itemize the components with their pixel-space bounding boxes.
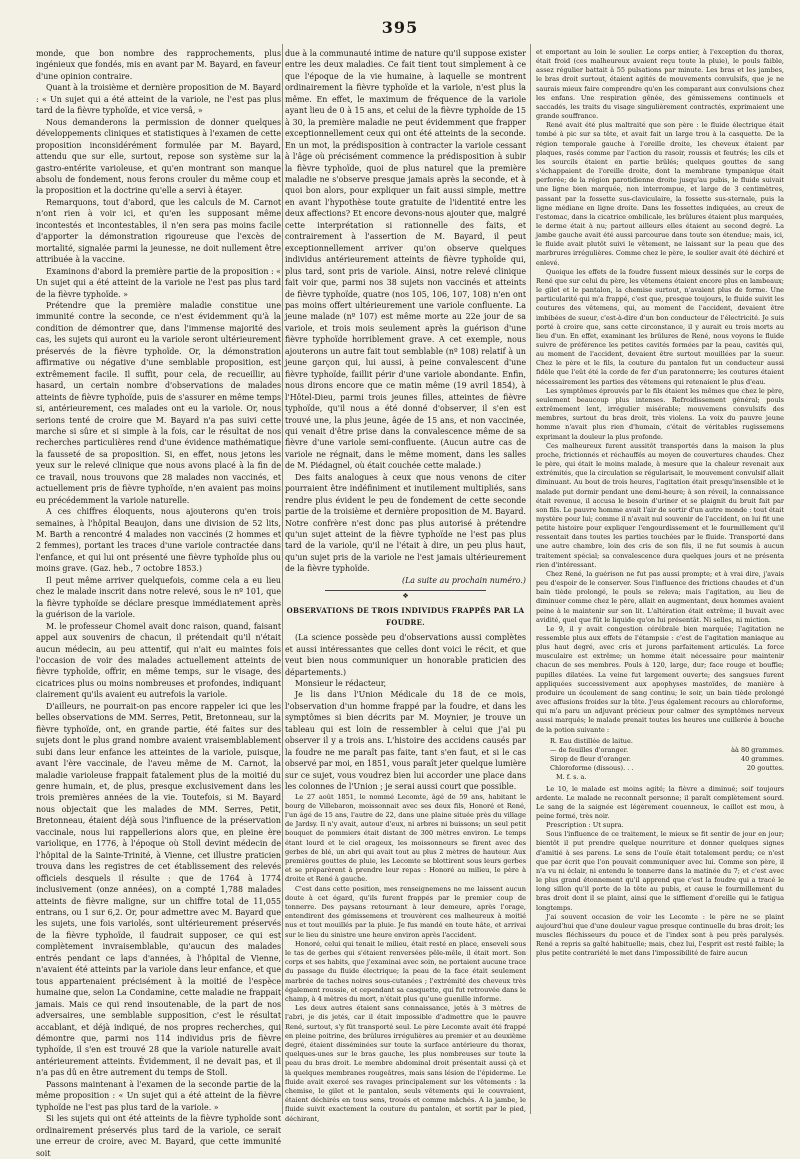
paragraph: Quoique les effets de la foudre fussent mieux dessinés sur le corps de René que sur celui du père, les vêtemens étaient encore plus en lambeaux; le gilet et le pantalon, la chemise surtout, n'avaient plus de forme. Une particularité qui m'a frappé, c'est que, presque toujours, le fluide suivit les coutures des vêtemens, qui, au moment de l'accident, devaient être imbibées de sueur, c'est-à-dire d'un bon conducteur de l'électricité. Je suis porté à croire que, sans cette circonstance, il y aurait eu trois morts au lieu d'un. En effet, examinant les brûlures de René, nous voyons le fluide suivre de préférence les petites cavités formées par la peau, cavités qui, au moment de l'accident, devaient être surtout mouillées par la sueur. Chez le père et le fils, la couture du pantalon fut un conducteur aussi fidèle que l'eût été la corde de fer d'un paratonnerre; les coutures étaient nécessairement les parties des vêtemens qui retenaient le plus d'eau.	[536, 267, 784, 386]
continuation-note: (La suite au prochain numéro.)	[401, 575, 526, 585]
paragraph: Remarquons, tout d'abord, que les calculs de M. Carnot n'ont rien à voir ici, et qu'en les supposant même incontestés et incontestables, il n'en sera pas moins facile d'apporter la démonstration rigoureuse que l'excès de mortalité, signalée parmi la jeunesse, ne doit nullement être attribuée à la vaccine.	[36, 197, 281, 265]
paragraph: Ces malheureux furent aussitôt transportés dans la maison la plus proche, frictionnés et réchauffés au moyen de couvertures chaudes. Chez le père, qui était le moins malade, à mesure que la chaleur revenait aux extrémités, que la circulation se régularisait, le mouvement convulsif allait diminuant. Au bout de trois heures, l'agitation était presqu'insensible et le malade put dormir pendant une demi-heure; à son réveil, la connaissance était revenue, il accusa le besoin d'uriner et se plaignit du bruit fait par son fils. Le pauvre homme avait l'air de sortir d'un autre monde : tout était mystère pour lui; comme il n'avait nul souvenir de l'accident, on lui fit une petite histoire pour expliquer l'engourdissement et le fourmillement qu'il ressentait dans toutes les parties touchées par le fluide. Transporté dans une autre chambre, loin des cris de son fils, il ne fut soumis à aucun traitement spécial; sa convalescence dura quelques jours et ne présenta rien d'intéressant.	[536, 441, 784, 569]
paragraph: Il peut même arriver quelquefois, comme cela a eu lieu chez le malade inscrit dans notre relevé, sous le nº 101, que la fièvre typhoïde se déclare presque immédiatement après la guérison de la variole.	[36, 575, 281, 620]
paragraph: due à la communauté intime de nature qu'il suppose exister entre les deux maladies. Ce fait tient tout simplement à ce que l'époque de la vie humaine, à laquelle se montrent ordinairement la fièvre typhoïde et la variole, n'est plus la même. En effet, le maximum de fréquence de la variole ayant lieu de 0 à 15 ans, et celui de la fièvre typhoïde de 15 à 30, la première maladie ne peut évidemment que frapper exceptionnellement ceux qui ont été atteints de la seconde. En un mot, la prédisposition à contracter la variole cessant à l'âge où précisément commence la prédisposition à subir la fièvre typhoïde, quoi de plus naturel que la première maladie ne s'observe presque jamais après la seconde, et à quoi bon alors, pour expliquer un fait aussi simple, mettre en avant l'hypothèse toute gratuite de l'identité entre les deux affections? Et encore devons-nous ajouter que, malgré cette interprétation si rationnelle des faits, et contrairement à l'assertion de M. Bayard, il peut exceptionnellement arriver qu'on observe quelques individus antérieurement atteints de fièvre typhoïde qui, plus tard, sont pris de variole. Ainsi, notre relevé clinique fait voir que, parmi nos 38 sujets non vaccinés et atteints de fièvre typhoïde, quatre (nos 105, 106, 107, 108) n'en ont pas moins offert ultérieurement une variole confluente. La jeune malade (nº 107) est même morte au 22e jour de sa variole, et trois mois seulement après la guérison d'une fièvre typhoïde horriblement grave. A cet exemple, nous ajouterons un autre fait tout semblable (nº 108) relatif à un jeune garçon qui, lui aussi, à peine convalescent d'une fièvre typhoïde, faillit périr d'une variole abondante. Enfin, nous dirons encore que ce matin même (19 avril 1854), à l'Hôtel-Dieu, parmi trois jeunes filles, atteintes de fièvre typhoïde, qu'il nous a été donné d'observer, il s'en est trouvé une, la plus jeune, âgée de 15 ans, et non vaccinée, qui venait d'être prise dans la convalescence même de sa fièvre d'une variole semi-confluente. (Aucun autre cas de variole ne régnait, dans le même moment, dans les salles de M. Piédagnel, où était couchée cette malade.)	[285, 49, 526, 471]
paragraph: Le 27 août 1851, le nommé Lecomte, âgé de 59 ans, habitant le bourg de Villebaron, moissonnait avec ses deux fils, Honoré et René, l'un âgé de 15 ans, l'autre de 22, dans une plaine située près du village de Jardsy. Il n'y avait, autour d'eux, ni arbres ni buissons; un seul petit bouquet de pommiers était distant de 300 mètres environ. Le temps étant lourd et le ciel orageux, les moissonneurs se firent avec des gerbes de blé, un abri qui avait tout au plus 2 mètres de hauteur. Aux premières gouttes de pluie, les Lecomte se blottirent sous leurs gerbes et se préparèrent à prendre leur repas : Honoré au milieu, le père à droite et René à gauche.	[285, 792, 526, 884]
paragraph: Passons maintenant à l'examen de la seconde partie de la même proposition : « Un sujet qui a été atteint de la fièvre typhoïde ne l'est pas plus tard de la variole. »	[36, 1079, 281, 1112]
paragraph: Les deux autres étaient sans connaissance, jetés à 3 mètres de l'abri, je dis jetés, car il était impossible d'admettre que le pauvre René, surtout, s'y fût transporté seul. Le père Lecomte avait été frappé en pleine poitrine, des brûlures irrégulières au premier et au deuxième degré, étaient disséminées sur toute la surface antérieure du thorax, quelques-unes sur le bras gauche, les plus nombreuses sur toute la peau du bras droit. Le membre abdominal droit présentait aussi çà et là quelques membranes rougeâtres, mais sans lésion de l'épiderme. Le fluide avait exercé ses ravages principalement sur les vêtements : la chemise, le gilet et le pantalon, seuls vêtements qui le couvraient, étaient déchirés en tous sens, troués et comme mâchés. A la jambe, le fluide suivit exactement la couture du pantalon, et sortit par le pied, déchirant,	[285, 1004, 526, 1123]
paragraph: Le 9, il y avait congestion cérébrale bien marquée; l'agitation ne ressemble plus aux effets de l'étampsie : c'est de l'agitation maniaque au plus haut degré, avec cris et jurons parfaitement articulés. La force musculaire est extrême; un homme était nécessaire pour maintenir chacun de ses membres. Pouls à 120, large, dur; face rouge et bouffie; pupilles dilatées. La veine fut largement ouverte; des sangsues furent appliquées successivement aux apophyses mastoïdes, de manière à produire un écoulement de sang continu; le soir, un bain tiède prolongé avec affusions froides sur la tête. J'eus également recours au chloroforme, qui m'a paru un adjuvant précieux pour calmer des symptômes nerveux aussi marqués; le malade prenait toutes les heures une cuillerée à bouche de la potion suivante :	[536, 624, 784, 734]
paragraph: Chez René, la guérison ne fut pas aussi prompte; et à vrai dire, j'avais peu d'espoir de le conserver. Sous l'influence des frictions chaudes et d'un bain tiède prolongé, le pouls se releva; mais l'agitation, au lieu de diminuer comme chez le père, allait en augmentant, deux hommes avaient peine à le maintenir sur son lit. L'altération était extrême; il buvait avec avidité, quel que fût le liquide qu'on lui présentât. Ni selles, ni miction.	[536, 569, 784, 624]
prescription-row: — de feuilles d'oranger. àà 80 grammes.	[550, 745, 784, 754]
paragraph: A ces chiffres éloquents, nous ajouterons qu'en trois semaines, à l'hôpital Beaujon, dans une division de 52 lits, M. Barth a rencontré 4 malades non vaccinés (2 hommes et 2 femmes), portant les traces d'une variole contractée dans l'enfance, et qui lui ont présenté une fièvre typhoïde plus ou moins grave. (Gaz. heb., 7 octobre 1853.)	[36, 507, 281, 574]
column-divider	[530, 44, 531, 1114]
paragraph: Je lis dans l'Union Médicale du 18 de ce mois, l'observation d'un homme frappé par la foudre, et dans les symptômes si bien décrits par M. Moynier, je trouve un tableau qui est loin de ressembler à celui que j'ai pu observer il y a trois ans. L'histoire des accidens causés par la foudre ne me paraît pas faite, tant s'en faut, et si le cas observé par moi, en 1851, vous paraît jeter quelque lumière sur ce sujet, vous voudrez bien lui accorder une place dans les colonnes de l'Union ; je serai aussi court que possible.	[285, 690, 526, 792]
paragraph: Nous demanderons la permission de donner quelques développements cliniques et statistiques à l'examen de cette proposition inconsidérément formulée par M. Bayard, attendu que sur elle, surtout, repose son système sur la gastro-entérite varioleuse, et qu'en montrant son manque absolu de fondement, nous ferons crouler du même coup et la proposition et la doctrine qu'elle a servi à étayer.	[36, 117, 281, 196]
paragraph: Si les sujets qui ont été atteints de la fièvre typhoïde sont ordinairement préservés plus tard de la variole, ce serait une erreur de croire, avec M. Bayard, que cette immunité soit	[36, 1114, 281, 1158]
column-middle	[285, 48, 526, 1123]
section-rule	[325, 590, 486, 591]
paragraph: René avait été plus maltraité que son père : le fluide électrique était tombé à pic sur sa tête, et avait fait un large trou à la casquette. De la région temporale gauche à l'oreille droite, les cheveux étaient par plaques, rasés comme par l'action du rasoir, roussis et feutrés; les cils et les sourcils étaient en partie brûlés; quelques gouttes de sang s'échappaient de l'oreille droite, dont la membrane tympanique était perforée; de la région parotidienne droite jusqu'au pubis, le fluide suivait une ligne bien marquée, non interrompue, et large de 3 centimètres, passant par la fossette sus-claviculaire, la fossette sus-sternale, puis la ligne médiane en ligne droite. Dans les fossettes indiquées, au creux de l'estomac, dans la cicatrice ombilicale, les brûlures étaient plus marquées, le derme était à nu; partout ailleurs elles étaient au second degré. La jambe gauche avait été aussi parcourue dans toute son étendue; mais, ici, le fluide avait plutôt suivi le vêtement, ne laissant sur la peau que des marbrures irrégulières. Comme chez le père, le soulier avait été déchiré et enlevé.	[536, 121, 784, 267]
page-number: 395	[381, 18, 419, 37]
prescription	[550, 737, 784, 783]
paragraph: Quant à la troisième et dernière proposition de M. Bayard : « Un sujet qui a été atteint de la variole, ne l'est pas plus tard de la fièvre typhoïde, et vice versâ, »	[36, 83, 281, 116]
paragraph: (La science possède peu d'observations aussi complètes et aussi intéressantes que celles dont voici le récit, et que veut bien nous communiquer un honorable praticien des départements.)	[285, 633, 526, 677]
article-heading: OBSERVATIONS DE TROIS INDIVIDUS FRAPPÉS PAR LA FOUDRE.	[286, 606, 525, 627]
paragraph: Les symptômes éprouvés par le fils étaient les mêmes que chez le père, seulement beaucoup plus intenses. Refroidissement général; pouls extrêmement lent, irrégulier misérable; mouvemens convulsifs des membres, surtout du bras droit, très violens. La voix du pauvre jeune homme n'avait plus rien d'humain, c'était de véritables rugissemens exprimant la douleur la plus profonde.	[536, 386, 784, 441]
paragraph: Sous l'influence de ce traitement, le mieux se fit sentir de jour en jour; bientôt il put prendre quelque nourriture et donner quelques signes d'amitié à ses parens. Le sens de l'ouïe était totalement perdu; ce n'est que par écrit que l'on pouvait communiquer avec lui. Comme son père, il n'a vu ni éclair, ni entendu le tonnerre dans la matinée du 7; et c'est avec le plus grand étonnement qu'il apprend que c'est la foudre qui a tracé le long sillon qu'il porte de la tête au pubis, et cause le fourmillement du bras droit dont il se plaint, ainsi que le sifflement d'oreille qui le fatigua longtemps.	[536, 830, 784, 912]
paragraph: M. le professeur Chomel avait donc raison, quand, faisant appel aux souvenirs de chacun, il prétendait qu'il n'était aucun médecin, au peu attentif, qui n'ait eu maintes fois l'occasion de voir des malades actuellement atteints de fièvre typhoïde, offrir, en même temps, sur le visage, des cicatrices plus ou moins nombreuses et profondes, indiquant clairement qu'ils avaient eu autrefois la variole.	[36, 621, 281, 700]
prescription-row: Chloroforme (dissous). . . 20 gouttes.	[550, 764, 784, 773]
paragraph: Examinons d'abord la première partie de la proposition : « Un sujet qui a été atteint de la variole ne l'est pas plus tard de la fièvre typhoïde. »	[36, 266, 281, 299]
paragraph: Prétendre que la première maladie constitue une immunité contre la seconde, ce n'est évidemment qu'à la condition de démontrer que, dans l'immense majorité des cas, les sujets qui auront eu la variole seront ultérieurement préservés de la fièvre typhoïde. Or, la démonstration affirmative ou négative d'une semblable proposition, est extrêmement facile. Il suffit, pour cela, de recueillir, au hasard, un certain nombre d'observations de malades atteints de fièvre typhoïde, puis de s'assurer en même temps si, antérieurement, ces malades ont eu la variole. Or, nous serions tenté de croire que M. Bayard n'a pas suivi cette marche si sûre et si simple à la fois, car le résultat de nos recherches particulières rend d'une évidence mathématique la fausseté de sa proposition. Si, en effet, nous jetons les yeux sur le relevé clinique que nous avons placé à la fin de ce travail, nous trouvons que 28 malades non vaccinés, et actuellement pris de fièvre typhoïde, n'en avaient pas moins eu précédemment la variole naturelle.	[36, 300, 281, 505]
paragraph: monde, que bon nombre des rapprochements, plus ingénieux que fondés, mis en avant par M. Bayard, en faveur d'une opinion contraire.	[36, 49, 281, 81]
column-divider	[282, 44, 283, 1114]
paragraph: Des faits analogues à ceux que nous venons de citer pourraient être indéfiniment et inutilement multipliés, sans rendre plus évident le peu de fondement de cette seconde partie de la troisième et dernière proposition de M. Bayard. Notre confrère n'est donc pas plus autorisé à prétendre qu'un sujet atteint de la fièvre typhoïde ne l'est pas plus tard de la variole, qu'il ne l'était à dire, un peu plus haut, qu'un sujet pris de la variole ne l'est jamais ultérieurement de la fièvre typhoïde.	[285, 472, 526, 574]
paragraph: J'ai souvent occasion de voir les Lecomte : le père ne se plaint aujourd'hui que d'une douleur vague presque continuelle du bras droit; les muscles fléchisseurs du pouce et de l'index sont à peu près paralysés. René a repris sa gaîté habituelle; mais, chez lui, l'esprit est resté faible; la plus petite contrariété le met dans l'impossibilité de faire aucun	[536, 912, 784, 958]
paragraph: et emportant au loin le soulier. Le corps entier, à l'exception du thorax, était froid (ces malheureux avaient reçu toute la pluie), le pouls faible, assez régulier battait à 55 pulsations par minute. Les bras et les jambes, le bras droit surtout, étaient agités de mouvements convulsifs, que je ne saurais mieux faire comprendre qu'en les comparant aux convulsions chez les enfans. Une respiration gênée, des gémissemens continuels et saccadés, les traits du visage singulièrement contractés, exprimaient une grande souffrance.	[536, 48, 784, 121]
prescription-row: R. Eau distillée de laitue.	[550, 736, 633, 745]
ornament-icon: ❖	[402, 592, 409, 601]
prescription-row: Sirop de fleur d'oranger. 40 grammes.	[550, 755, 784, 764]
paragraph: C'est dans cette position, mes renseignemens ne me laissent aucun doute à cet égard, qu'ils furent frappés par le premier coup de tonnerre. Des paysans retournant à leur demeure, après l'orage, entendirent des gémissemens et trouvèrent ces malheureux à moitié nus et tout mouillés par la pluie. Je fus mandé en toute hâte, et arrivai sur le lieu du sinistre une heure environ après l'accident.	[285, 884, 526, 939]
salutation: Monsieur le rédacteur,	[295, 679, 387, 689]
paragraph: D'ailleurs, ne pourrait-on pas encore rappeler ici que les belles observations de MM. Serres, Petit, Bretonneau, sur la fièvre typhoïde, ont, en grande partie, été faites sur des sujets dont le plus grand nombre avaient vraisemblablement subi dans leur enfance les atteintes de la variole, puisque, avant l'ère vaccinale, de l'aveu même de M. Carnot, la maladie varioleuse frappait fatalement plus de la moitié du genre humain, et, de plus, presque exclusivement dans les trois premières années de la vie. Toutefois, si M. Bayard nous objectait que les malades de MM. Serres, Petit, Bretonneau, étaient déjà sous l'influence de la préservation vaccinale, nous lui rappellerions alors que, en pleine ère variolique, en 1776, à l'époque où Stoll devint médecin de l'hôpital de la Sainte-Trinité, à Vienne, cet illustre praticien trouva dans les registres de cet établissement des relevés officiels desquels il résulte : que de 1764 à 1774 inclusivement (onze années), on a compté 1,788 malades atteints de fièvre maligne, sur un chiffre total de 11,055 entrans, ou 1 sur 6,2. Or, pour admettre avec M. Bayard que les sujets, une fois variolés, sont ultérieurement préservés de la fièvre typhoïde, il faudrait supposer, ce qui est complètement invraisemblable, qu'aucun des malades entrés pendant ce laps d'années, à l'hôpital de Vienne, n'avaient été atteints par la variole dans leur enfance, et que tous appartenaient précisément à la moitié de l'espèce humaine que, selon La Condamine, cette maladie ne frappait jamais. Mais ce qui rend insoutenable, de la part de nos adversaires, une semblable supposition, c'est le résultat accablant, et déjà indiqué, de nos propres recherches, qui démontre que, parmi nos 114 individus pris de fièvre typhoïde, il s'en est trouvé 28 que la variole naturelle avait antérieurement atteints. Évidemment, il ne devait pas, et il n'a pas dû en être autrement du temps de Stoll.	[36, 701, 281, 1078]
prescription-note: M. f. s. a.	[556, 773, 587, 782]
paragraph: Le 10, le malade est moins agité; la fièvre a diminué; soif toujours ardente. Le malade ne reconnaît personne; il paraît complètement sourd. Le sang de la saignée est légèrement couenneux, le caillot est mou, à peine formé, très noir.	[536, 784, 784, 820]
column-right	[536, 48, 784, 1112]
column-left	[36, 48, 281, 1158]
paragraph: Prescription : Ut supra.	[546, 821, 624, 830]
paragraph: Honoré, celui qui tenait le milieu, était resté en place, enseveli sous le tas de gerbes qui s'étaient renversées pêle-mêle, il était mort. Son corps et ses habits, que j'examinai avec soin, ne portaient aucune trace du passage du fluide électrique; la peau de la face était seulement marbrée de taches noires sous-cutanées ; l'extrémité des cheveux très également roussie, et cependant sa casquette, qui fut retrouvée dans le champ, à 4 mètres du mort, n'était plus qu'une guenille informe.	[285, 939, 526, 1004]
